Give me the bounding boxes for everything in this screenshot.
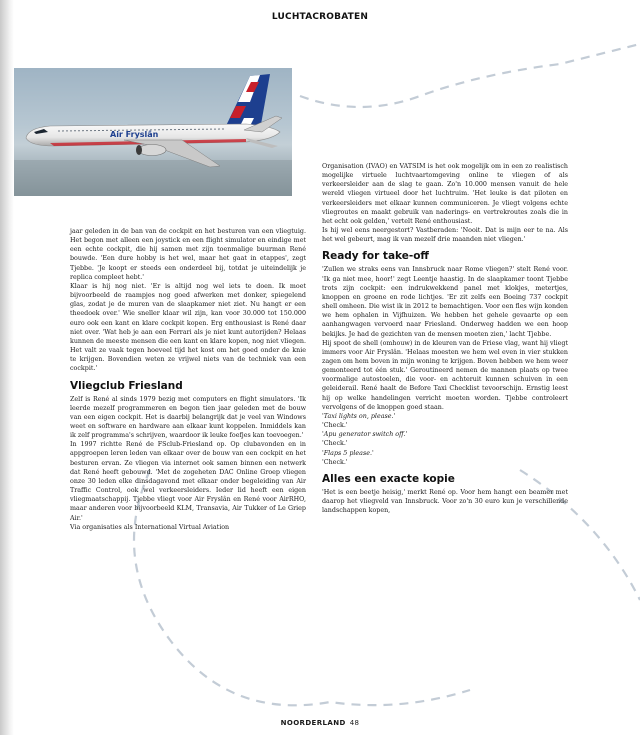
checklist-line: 'Check.' — [322, 422, 348, 430]
article-paragraph: 'Zullen we straks eens van Innsbruck naar Rome vliegen?' stelt René voor. 'Ik ga niet mee, hoor!' zegt Leentje haastig. In de slaapkamer toont Tjebbe trots zijn cockpit: een indrukwekkend panel met klokjes, metertjes, knoppen en groene en rode lichtjes. 'Er zit zelfs een Boeing 737 cockpit shell omheen. Die wist ik in 2012 te bemachtigen. Voor een fles wijn konden we hem ophalen in Vijfhuizen. We hebben het gehele gevaarte op een aanhangwagen vervoerd naar Friesland. Onderweg hadden we een hoop bekijks. Je had de gezichten van de mensen moeten zien,' lacht Tjebbe. — [322, 266, 568, 338]
article-paragraph: Klaar is hij nog niet. 'Er is altijd nog wel iets te doen. Ik moet bijvoorbeeld de raampjes nog goed afwerken met donker, spiegelend glas, zodat je de muren van de slaapkamer niet ziet. Nu hangt er een theedoek over.' Wie sneller klaar wil zijn, kan voor 30.000 tot 150.000 euro ook een kant en klare cockpit kopen. Erg enthousiast is René daar niet over. 'Wat heb je aan een Ferrari als je niet kunt autorijden? Helaas kunnen de meeste mensen die een kant en klare kopen, nog niet vliegen. Het valt ze vaak tegen hoeveel tijd het kost om het goed onder de knie te krijgen. Bovendien weten ze vrijwel niets van de techniek van een cockpit.' — [70, 282, 306, 373]
article-paragraph: Hij spoot de shell (omhouw) in de kleuren van de Friese vlag, want hij vliegt immers voor Air Fryslân. 'Helaas moesten we hem wel even in vier stukken zagen om hem boven in mijn woning te krijgen. Boven hebben we hem weer gemonteerd tot één stuk.' Geroutineerd nemen de mannen plaats op twee voormalige autostoelen, die voor- en achteruit kunnen schuiven in een geleiderail. René haalt de Before Taxi Checklist tevoorschijn. Ernstig leest hij op welke handelingen verricht moeten worden. Tjebbe controleert vervolgens of de knoppen goed staan. — [322, 339, 568, 411]
subheading-exacte-kopie: Alles een exacte kopie — [322, 472, 455, 485]
page-footer — [0, 719, 640, 727]
subheading-vliegclub: Vliegclub Friesland — [70, 379, 183, 392]
checklist-line: 'Check.' — [322, 440, 348, 448]
magazine-name: NOORDERLAND — [280, 719, 346, 727]
livery-text: Air Fryslân — [110, 130, 159, 139]
checklist-line: 'Check.' — [322, 458, 348, 466]
article-paragraph: Via organisaties als International Virtual Aviation — [70, 523, 230, 531]
page-number: 48 — [349, 719, 360, 727]
page-gutter-shadow — [0, 0, 14, 735]
checklist-line: 'Flaps 5 please.' — [322, 449, 374, 457]
article-paragraph: Zelf is René al sinds 1979 bezig met computers en flight simulators. 'Ik leerde mezelf programmeren en begon tien jaar geleden met de bouw van een eigen cockpit. Het is daarbij belangrijk dat je veel van Windows weet en software en hardware aan elkaar kunt koppelen. Inmiddels kan ik zelf programma's schrijven, waardoor ik leuke foefjes kan toevoegen.' — [70, 395, 306, 440]
article-paragraph: 'Het is een beetje heisig,' merkt René op. Voor hem hangt een beamer met daarop het vliegveld van Innsbruck. Voor zo'n 30 euro kun je verschillende landschappen kopen, — [322, 488, 568, 515]
article-paragraph: Is hij wel eens neergestort? Vastberaden: 'Nooit. Dat is mijn eer te na. Als het wel gebeurt, mag ik van mezelf drie maanden niet vliegen.' — [322, 227, 568, 244]
article-column-left — [70, 227, 306, 532]
airplane-illustration — [14, 68, 292, 196]
checklist-line: 'Taxi lights on, please.' — [322, 412, 396, 420]
article-paragraph: jaar geleden in de ban van de cockpit en het besturen van een vliegtuig. Het begon met alleen een joystick en een flight simulator en eindige met een echte cockpit, die hij samen met zijn toenmalige buurman René bouwde. 'Een dure hobby is het wel, maar het gaat in etappes', zegt Tjebbe. 'Je koopt er steeds een onderdeel bij, totdat je uiteindelijk je replica compleet hebt.' — [70, 228, 306, 281]
article-paragraph: Organisation (IVAO) en VATSIM is het ook mogelijk om in een zo realistisch mogelijke virtuele luchtvaartomgeving online te vliegen of als verkeersleider aan de slag te gaan. Zo'n 10.000 mensen vanuit de hele wereld vliegen virtueel door het luchtruim. 'Het leuke is dat piloten en verkeersleiders met elkaar kunnen communiceren. Je vliegt volgens echte vliegroutes en maakt gebruik van naderings- en vertrekroutes zoals die in het echt ook gelden,' vertelt René enthousiast. — [322, 163, 568, 225]
airplane-photo — [14, 68, 292, 196]
article-column-right — [322, 162, 568, 515]
article-paragraph: In 1997 richtte René de FSclub-Friesland op. Op clubavonden en in appgroepen leren leden van elkaar over de bouw van een cockpit en het besturen ervan. Ze vliegen via internet ook samen binnen een netwerk dat René heeft gebouwd. 'Met de zogeheten DAC Online Groep vliegen onze 30 leden elke dinsdagavond met elkaar onder begeleiding van Air Traffic Control, ook wel verkeersleiders. Ieder lid heeft een eigen vliegmaatschappij. Tjebbe vliegt voor Air Fryslân en René voor AirRHO, maar anderen voor bijvoorbeeld KLM, Transavia, Air Tukker of Le Griep Air.' — [70, 441, 306, 522]
checklist-line: 'Apu generator switch off.' — [322, 431, 408, 439]
section-title: LUCHTACROBATEN — [271, 12, 369, 22]
subheading-ready-for-take-off: Ready for take-off — [322, 250, 429, 263]
